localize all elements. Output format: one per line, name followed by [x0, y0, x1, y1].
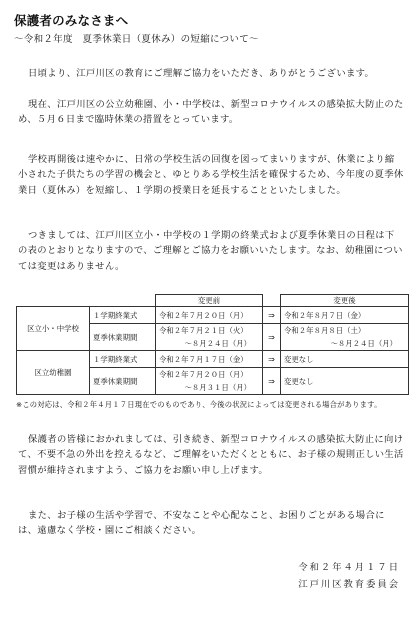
vacation-before	[156, 324, 263, 351]
vacation-after: 変更なし	[281, 368, 409, 395]
closing-label: １学期終業式	[90, 307, 156, 324]
paragraph-consultation: また、お子様の生活や学習で、不安なことや心配なこと、お困りごとがある場合には、遠慮なく学校・園にご相談ください。	[18, 510, 385, 537]
issue-date: 令和２年４月１７日	[298, 562, 400, 573]
vacation-before-end: ～８月２４日（月）	[184, 339, 251, 348]
header-before: 変更前	[156, 295, 263, 307]
vacation-after	[281, 324, 409, 351]
issuer-organization: 江戸川区教育委員会	[298, 579, 400, 590]
page-title: 保護者のみなさまへ	[14, 13, 129, 28]
arrow-icon: ⇒	[263, 351, 281, 368]
arrow-icon: ⇒	[263, 324, 281, 351]
table-row	[17, 307, 409, 324]
vacation-label: 夏季休業期間	[90, 368, 156, 395]
header-after: 変更後	[281, 295, 409, 307]
school-type-cell: 区立小・中学校	[17, 307, 90, 351]
vacation-before-start: 令和２年７月２１日（火）	[159, 326, 248, 335]
table-row	[17, 351, 409, 368]
schedule-table	[16, 294, 409, 395]
vacation-label: 夏季休業期間	[90, 324, 156, 351]
table-header-row	[17, 295, 409, 307]
paragraph-current-status: 現在、江戸川区の公立幼稚園、小・中学校は、新型コロナウイルスの感染拡大防止のため、５月６日まで臨時休業の措置をとっています。	[18, 99, 404, 126]
vacation-after-start: 令和２年８月８日（土）	[284, 326, 366, 335]
school-type-cell: 区立幼稚園	[17, 351, 90, 395]
closing-label: １学期終業式	[90, 351, 156, 368]
page-subtitle: ～令和２年度 夏季休業日（夏休み）の短縮について～	[14, 34, 259, 45]
paragraph-schedule-change: 学校再開後は速やかに、日常の学校生活の回復を図ってまいりますが、休業により縮小された子供たちの学習の機会と、ゆとりある学校生活を確保するため、今年度の夏季休業日（夏休み）を短縮し、１学期の授業日を延長することといたしました。	[18, 154, 404, 196]
vacation-before	[156, 368, 263, 395]
arrow-icon: ⇒	[263, 307, 281, 324]
closing-after: 変更なし	[281, 351, 409, 368]
closing-after: 令和２年８月７日（金）	[281, 307, 409, 324]
paragraph-request: つきましては、江戸川区立小・中学校の１学期の終業式および夏季休業日の日程は下の表のとおりとなりますので、ご理解とご協力をお願いいたします。なお、幼稚園については変更はありません。	[18, 230, 403, 272]
table-footnote: ※この対応は、令和２年４月１７日現在でのものであり、今後の状況によっては変更される場合があります。	[16, 400, 382, 409]
arrow-icon: ⇒	[263, 368, 281, 395]
paragraph-cooperation: 保護者の皆様におかれましては、引き続き、新型コロナウイルスの感染拡大防止に向けて、不要不急の外出を控えるなど、ご理解をいただくとともに、お子様の規則正しい生活習慣が維持されますよう、ご協力をお願い申し上げます。	[18, 434, 404, 476]
vacation-before-start: 令和２年７月２０日（月）	[159, 370, 248, 379]
closing-before: 令和２年７月１７日（金）	[156, 351, 263, 368]
paragraph-greeting: 日頃より、江戸川区の教育にご理解ご協力をいただき、ありがとうございます。	[28, 68, 375, 79]
vacation-after-end: ～８月２４日（月）	[330, 339, 397, 348]
closing-before: 令和２年７月２０日（月）	[156, 307, 263, 324]
vacation-before-end: ～８月３１日（月）	[184, 383, 251, 392]
